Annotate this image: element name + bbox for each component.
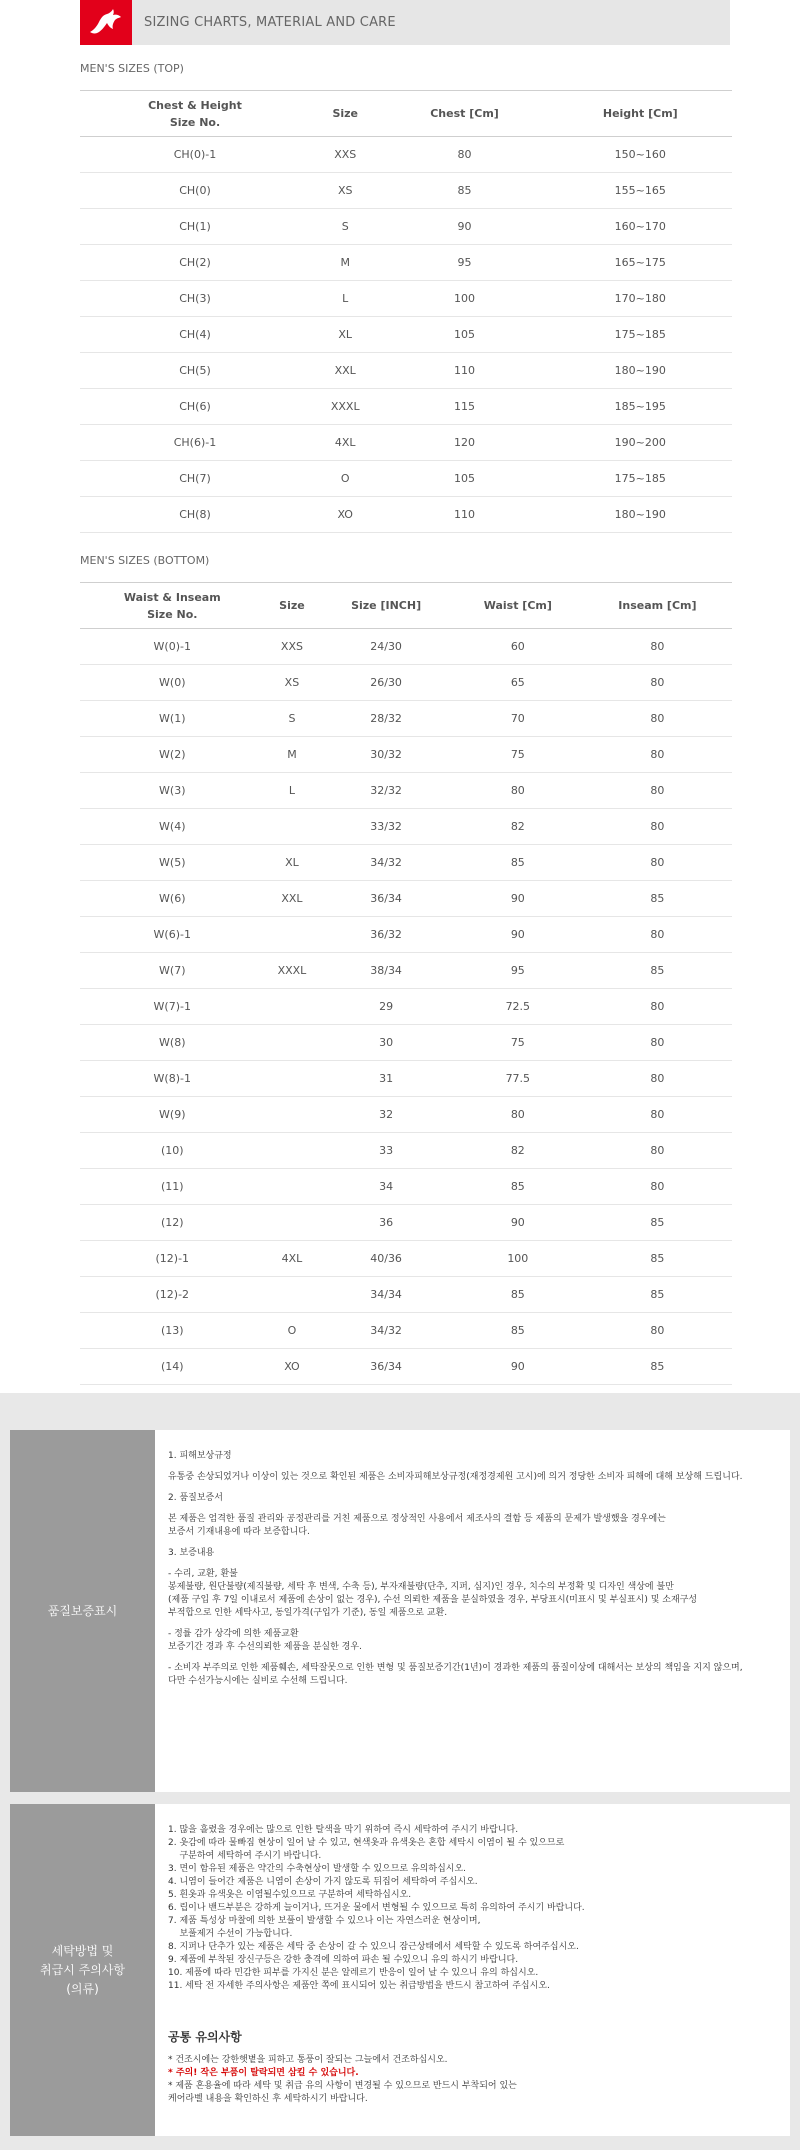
care-text-line: 9. 제품에 부착된 장신구등은 강한 충격에 의하여 파손 될 수있으니 유의 하시기 바랍니다. bbox=[168, 1955, 519, 1965]
table-cell: (12)-2 bbox=[80, 1277, 265, 1313]
table-cell: CH(0) bbox=[80, 173, 310, 209]
table-cell: 82 bbox=[453, 809, 583, 845]
table-cell: 90 bbox=[453, 917, 583, 953]
table-row bbox=[80, 425, 732, 461]
table-cell: XL bbox=[265, 845, 320, 881]
table-cell: 80 bbox=[583, 1025, 732, 1061]
page-header bbox=[80, 0, 730, 45]
table-cell: 26/30 bbox=[319, 665, 453, 701]
care-text-line: 7. 제품 특성상 마찰에 의한 보풀이 발생할 수 있으나 이는 자연스러운 현상이며, bbox=[168, 1916, 481, 1926]
table-cell: 85 bbox=[453, 1277, 583, 1313]
table-cell: 175~185 bbox=[549, 317, 732, 353]
table-cell: 80 bbox=[583, 773, 732, 809]
table-row bbox=[80, 1277, 732, 1313]
table-cell: 70 bbox=[453, 701, 583, 737]
table-cell: 80 bbox=[583, 845, 732, 881]
table-cell: 30/32 bbox=[319, 737, 453, 773]
table-cell: 34/32 bbox=[319, 1313, 453, 1349]
table-cell bbox=[265, 1169, 320, 1205]
table-cell: 4XL bbox=[310, 425, 380, 461]
table-cell bbox=[265, 809, 320, 845]
table-cell: W(7) bbox=[80, 953, 265, 989]
table-cell bbox=[265, 1277, 320, 1313]
table-cell: XXL bbox=[310, 353, 380, 389]
table-cell: 150~160 bbox=[549, 137, 732, 173]
care-text-line: 구분하여 세탁하여 주시기 바랍니다. bbox=[168, 1851, 322, 1861]
table-cell: 100 bbox=[380, 281, 548, 317]
table-cell: 28/32 bbox=[319, 701, 453, 737]
table-cell: W(2) bbox=[80, 737, 265, 773]
care-text-line: 보풀제거 수선이 가능합니다. bbox=[168, 1929, 293, 1939]
table-cell: 77.5 bbox=[453, 1061, 583, 1097]
care-text-line: 6. 립이나 밴드부분은 강하게 늘이거나, 뜨거운 물에서 변형될 수 있으므로 특히 유의하여 주시기 바랍니다. bbox=[168, 1903, 585, 1913]
table-cell: 82 bbox=[453, 1133, 583, 1169]
table-cell: XXXL bbox=[310, 389, 380, 425]
table-cell bbox=[265, 1205, 320, 1241]
table-row bbox=[80, 845, 732, 881]
table-cell: 33/32 bbox=[319, 809, 453, 845]
quality-text-line: 1. 피해보상규정 bbox=[168, 1451, 232, 1461]
quality-text-line: 3. 보증내용 bbox=[168, 1548, 215, 1558]
table-cell: 36/34 bbox=[319, 1349, 453, 1385]
column-header: Size bbox=[265, 583, 320, 629]
table-cell: 80 bbox=[583, 1169, 732, 1205]
care-text-line: 11. 세탁 전 자세한 주의사항은 제품안 쪽에 표시되어 있는 취급방법을 반드시 참고하여 주십시오. bbox=[168, 1981, 550, 1991]
common-notes-list bbox=[168, 2054, 782, 2106]
table-cell: (10) bbox=[80, 1133, 265, 1169]
common-text-line: * 제품 혼용율에 따라 세탁 및 취급 유의 사항이 변경될 수 있으므로 반드시 부착되어 있는 bbox=[168, 2081, 517, 2091]
table-row bbox=[80, 461, 732, 497]
care-text-line: 3. 면이 함유된 제품은 약간의 수축현상이 발생할 수 있으므로 유의하십시오. bbox=[168, 1864, 467, 1874]
table-row bbox=[80, 1097, 732, 1133]
column-header: Waist [Cm] bbox=[453, 583, 583, 629]
table-row bbox=[80, 1061, 732, 1097]
table-cell: 110 bbox=[380, 353, 548, 389]
table-cell: W(0) bbox=[80, 665, 265, 701]
table-cell: 100 bbox=[453, 1241, 583, 1277]
table-cell: 95 bbox=[453, 953, 583, 989]
table-cell: (12) bbox=[80, 1205, 265, 1241]
table-cell: 75 bbox=[453, 1025, 583, 1061]
table-row bbox=[80, 953, 732, 989]
table-row bbox=[80, 989, 732, 1025]
top-sizes-title: MEN'S SIZES (TOP) bbox=[80, 62, 184, 75]
column-header: Waist & Inseam Size No. bbox=[80, 583, 265, 629]
table-cell: 34 bbox=[319, 1169, 453, 1205]
table-cell: W(5) bbox=[80, 845, 265, 881]
table-cell: XXS bbox=[310, 137, 380, 173]
quality-guarantee-label: 품질보증표시 bbox=[10, 1430, 155, 1792]
table-cell bbox=[265, 1025, 320, 1061]
table-cell: 120 bbox=[380, 425, 548, 461]
table-row bbox=[80, 1349, 732, 1385]
table-cell: (11) bbox=[80, 1169, 265, 1205]
quality-text-line: - 소비자 부주의로 인한 제품훼손, 세탁잘못으로 인한 변형 및 품질보증기간(1년)이 경과한 제품의 품질이상에 대해서는 보상의 책임을 지지 않으며, bbox=[168, 1663, 743, 1673]
table-cell: XS bbox=[265, 665, 320, 701]
table-cell: XXS bbox=[265, 629, 320, 665]
table-row bbox=[80, 1169, 732, 1205]
quality-text-line: 부적합으로 인한 세탁사고, 동일가격(구입가 기준), 동일 제품으로 교환. bbox=[168, 1608, 448, 1618]
table-cell: 180~190 bbox=[549, 353, 732, 389]
quality-text-line: 유통중 손상되었거나 이상이 있는 것으로 확인된 제품은 소비자피해보상규정(재정경제원 고시)에 의거 정당한 소비자 피해에 대해 보상해 드립니다. bbox=[168, 1472, 743, 1482]
table-cell: CH(2) bbox=[80, 245, 310, 281]
quality-text-line: (제품 구입 후 7일 이내로서 제품에 손상이 없는 경우), 수선 의뢰한 제품을 분실하였을 경우, 부당표시(미표시 및 부실표시) 및 소재구성 bbox=[168, 1595, 698, 1605]
table-header-row bbox=[80, 91, 732, 137]
table-row bbox=[80, 881, 732, 917]
table-cell: CH(1) bbox=[80, 209, 310, 245]
table-cell: 85 bbox=[453, 1169, 583, 1205]
column-header: Chest & Height Size No. bbox=[80, 91, 310, 137]
care-instructions-content bbox=[168, 1824, 782, 1993]
table-row bbox=[80, 173, 732, 209]
table-cell: W(4) bbox=[80, 809, 265, 845]
quality-text-line: 보증기간 경과 후 수선의뢰한 제품을 분실한 경우. bbox=[168, 1642, 362, 1652]
table-cell: 80 bbox=[453, 1097, 583, 1133]
table-cell: 90 bbox=[453, 1349, 583, 1385]
table-cell: 90 bbox=[453, 1205, 583, 1241]
table-cell bbox=[265, 1061, 320, 1097]
table-row bbox=[80, 629, 732, 665]
table-cell: W(7)-1 bbox=[80, 989, 265, 1025]
table-cell: 110 bbox=[380, 497, 548, 533]
table-row bbox=[80, 497, 732, 533]
table-row bbox=[80, 209, 732, 245]
column-header: Size [INCH] bbox=[319, 583, 453, 629]
table-cell: 185~195 bbox=[549, 389, 732, 425]
table-cell: 75 bbox=[453, 737, 583, 773]
table-cell: S bbox=[265, 701, 320, 737]
table-cell: 36/32 bbox=[319, 917, 453, 953]
table-cell: 105 bbox=[380, 461, 548, 497]
table-row bbox=[80, 353, 732, 389]
table-cell: W(8)-1 bbox=[80, 1061, 265, 1097]
column-header: Chest [Cm] bbox=[380, 91, 548, 137]
table-cell: 4XL bbox=[265, 1241, 320, 1277]
table-cell: CH(7) bbox=[80, 461, 310, 497]
quality-text-line: 다만 수선가능시에는 실비로 수선해 드립니다. bbox=[168, 1676, 348, 1686]
table-cell: 95 bbox=[380, 245, 548, 281]
column-header: Size bbox=[310, 91, 380, 137]
table-cell: 36 bbox=[319, 1205, 453, 1241]
table-cell: W(0)-1 bbox=[80, 629, 265, 665]
table-row bbox=[80, 137, 732, 173]
table-cell: M bbox=[265, 737, 320, 773]
table-cell: 80 bbox=[583, 1097, 732, 1133]
table-cell: L bbox=[310, 281, 380, 317]
table-cell: 80 bbox=[583, 737, 732, 773]
quality-text-line: 본 제품은 엄격한 품질 관리와 공정관리를 거친 제품으로 정상적인 사용에서 제조사의 결함 등 제품의 문제가 발생했을 경우에는 bbox=[168, 1514, 666, 1524]
table-cell: 80 bbox=[583, 1133, 732, 1169]
table-cell: 24/30 bbox=[319, 629, 453, 665]
table-cell: 80 bbox=[583, 917, 732, 953]
table-cell: CH(6)-1 bbox=[80, 425, 310, 461]
table-cell: 85 bbox=[583, 1349, 732, 1385]
table-cell: M bbox=[310, 245, 380, 281]
table-cell: 33 bbox=[319, 1133, 453, 1169]
table-row bbox=[80, 1241, 732, 1277]
table-cell: 34/32 bbox=[319, 845, 453, 881]
table-cell: O bbox=[310, 461, 380, 497]
table-cell: L bbox=[265, 773, 320, 809]
table-cell: W(6)-1 bbox=[80, 917, 265, 953]
table-cell: 90 bbox=[453, 881, 583, 917]
table-cell: 165~175 bbox=[549, 245, 732, 281]
table-cell: CH(3) bbox=[80, 281, 310, 317]
table-cell: XO bbox=[310, 497, 380, 533]
quality-guarantee-box bbox=[10, 1430, 790, 1792]
table-row bbox=[80, 737, 732, 773]
table-cell: 31 bbox=[319, 1061, 453, 1097]
table-cell: 155~165 bbox=[549, 173, 732, 209]
table-cell: 38/34 bbox=[319, 953, 453, 989]
care-text-line: 1. 많을 흘렸을 경우에는 많으로 인한 탈색을 막기 위하여 즉시 세탁하여 주시기 바랍니다. bbox=[168, 1825, 519, 1835]
table-cell: W(6) bbox=[80, 881, 265, 917]
table-cell: 105 bbox=[380, 317, 548, 353]
table-cell: 80 bbox=[583, 1313, 732, 1349]
care-text-line: 2. 옷감에 따라 물빠짐 현상이 일어 날 수 있고, 현색옷과 유색옷은 혼합 세탁시 이염이 될 수 있으므로 bbox=[168, 1838, 565, 1848]
table-cell: S bbox=[310, 209, 380, 245]
table-cell: 32 bbox=[319, 1097, 453, 1133]
table-cell: 190~200 bbox=[549, 425, 732, 461]
bottom-sizes-title: MEN'S SIZES (BOTTOM) bbox=[80, 554, 210, 567]
table-row bbox=[80, 809, 732, 845]
common-text-line: 케어라벨 내용을 확인하신 후 세탁하시기 바랍니다. bbox=[168, 2094, 368, 2104]
table-row bbox=[80, 281, 732, 317]
table-cell: 85 bbox=[583, 881, 732, 917]
table-cell: 80 bbox=[583, 809, 732, 845]
table-cell: 40/36 bbox=[319, 1241, 453, 1277]
table-row bbox=[80, 245, 732, 281]
table-cell: CH(5) bbox=[80, 353, 310, 389]
table-cell: 80 bbox=[583, 629, 732, 665]
table-cell: (12)-1 bbox=[80, 1241, 265, 1277]
table-cell: 72.5 bbox=[453, 989, 583, 1025]
table-cell: 85 bbox=[583, 1205, 732, 1241]
table-cell: 80 bbox=[583, 701, 732, 737]
puma-cat-icon bbox=[88, 8, 124, 38]
table-cell: 36/34 bbox=[319, 881, 453, 917]
table-cell: 29 bbox=[319, 989, 453, 1025]
table-cell: W(8) bbox=[80, 1025, 265, 1061]
table-cell: 85 bbox=[453, 1313, 583, 1349]
table-cell: W(3) bbox=[80, 773, 265, 809]
table-row bbox=[80, 1205, 732, 1241]
table-row bbox=[80, 1025, 732, 1061]
table-cell: 80 bbox=[453, 773, 583, 809]
common-notes bbox=[168, 2031, 782, 2106]
care-text-line: 8. 지퍼나 단추가 있는 제품은 세탁 중 손상이 갈 수 있으니 잠근상태에서 세탁할 수 있도록 하여주십시오. bbox=[168, 1942, 579, 1952]
table-cell: 160~170 bbox=[549, 209, 732, 245]
quality-text-line: - 정률 감가 상각에 의한 제품교환 bbox=[168, 1629, 299, 1639]
care-text-line: 10. 제품에 따라 민감한 피부를 가지신 분은 알레르기 반응이 일어 날 수 있으니 유의 하십시오. bbox=[168, 1968, 539, 1978]
table-cell: 32/32 bbox=[319, 773, 453, 809]
table-cell: XS bbox=[310, 173, 380, 209]
table-cell: XXL bbox=[265, 881, 320, 917]
table-cell: 65 bbox=[453, 665, 583, 701]
care-text-line: 4. 니염이 들어간 제품은 니염이 손상이 가지 않도록 뒤집어 세탁하여 주십시오. bbox=[168, 1877, 478, 1887]
table-cell bbox=[265, 989, 320, 1025]
table-cell: 80 bbox=[380, 137, 548, 173]
table-cell: CH(8) bbox=[80, 497, 310, 533]
table-cell: XO bbox=[265, 1349, 320, 1385]
brand-logo bbox=[80, 0, 132, 45]
table-cell: 60 bbox=[453, 629, 583, 665]
table-cell: 80 bbox=[583, 989, 732, 1025]
top-size-table bbox=[80, 90, 732, 533]
table-row bbox=[80, 701, 732, 737]
table-row bbox=[80, 317, 732, 353]
care-info-section bbox=[0, 1393, 800, 2150]
table-cell: XL bbox=[310, 317, 380, 353]
table-cell: W(9) bbox=[80, 1097, 265, 1133]
table-row bbox=[80, 917, 732, 953]
quality-text-line: 봉제불량, 원단불량(제직불량, 세탁 후 변색, 수축 등), 부자재불량(단추, 지퍼, 심지)인 경우, 치수의 부정확 및 디자인 색상에 불만 bbox=[168, 1582, 674, 1592]
table-cell: 85 bbox=[453, 845, 583, 881]
common-text-line: * 건조시에는 강한햇볕을 피하고 통풍이 잘되는 그늘에서 건조하십시오. bbox=[168, 2055, 448, 2065]
table-cell: XXXL bbox=[265, 953, 320, 989]
table-cell: 85 bbox=[380, 173, 548, 209]
bottom-size-table bbox=[80, 582, 732, 1385]
page-title: SIZING CHARTS, MATERIAL AND CARE bbox=[144, 15, 396, 30]
table-cell: 30 bbox=[319, 1025, 453, 1061]
table-cell: 34/34 bbox=[319, 1277, 453, 1313]
care-instructions-label: 세탁방법 및 취급시 주의사항 (의류) bbox=[10, 1804, 155, 2136]
table-cell: CH(6) bbox=[80, 389, 310, 425]
table-cell: 85 bbox=[583, 1241, 732, 1277]
table-cell: CH(0)-1 bbox=[80, 137, 310, 173]
table-cell: 90 bbox=[380, 209, 548, 245]
table-row bbox=[80, 1133, 732, 1169]
table-cell: O bbox=[265, 1313, 320, 1349]
table-row bbox=[80, 773, 732, 809]
warning-text-line: * 주의! 작은 부품이 탈락되면 삼킬 수 있습니다. bbox=[168, 2068, 359, 2078]
quality-guarantee-content bbox=[168, 1450, 782, 1688]
table-cell: 115 bbox=[380, 389, 548, 425]
common-notes-title: 공통 유의사항 bbox=[168, 2030, 242, 2044]
table-row bbox=[80, 389, 732, 425]
table-cell bbox=[265, 917, 320, 953]
table-row bbox=[80, 665, 732, 701]
table-row bbox=[80, 1313, 732, 1349]
column-header: Height [Cm] bbox=[549, 91, 732, 137]
column-header: Inseam [Cm] bbox=[583, 583, 732, 629]
table-cell: W(1) bbox=[80, 701, 265, 737]
table-cell: (14) bbox=[80, 1349, 265, 1385]
quality-text-line: 2. 품질보증서 bbox=[168, 1493, 223, 1503]
quality-text-line: 보증서 기재내용에 따라 보증합니다. bbox=[168, 1527, 310, 1537]
table-cell: CH(4) bbox=[80, 317, 310, 353]
table-cell: (13) bbox=[80, 1313, 265, 1349]
table-cell: 85 bbox=[583, 1277, 732, 1313]
care-text-line: 5. 흰옷과 유색옷은 이염될수있으므로 구분하여 세탁하십시오. bbox=[168, 1890, 412, 1900]
table-cell: 175~185 bbox=[549, 461, 732, 497]
table-cell: 85 bbox=[583, 953, 732, 989]
table-header-row bbox=[80, 583, 732, 629]
table-cell: 80 bbox=[583, 1061, 732, 1097]
care-instructions-box bbox=[10, 1804, 790, 2136]
table-cell bbox=[265, 1133, 320, 1169]
table-cell: 80 bbox=[583, 665, 732, 701]
table-cell: 170~180 bbox=[549, 281, 732, 317]
quality-text-line: - 수리, 교환, 환불 bbox=[168, 1569, 238, 1579]
table-cell bbox=[265, 1097, 320, 1133]
table-cell: 180~190 bbox=[549, 497, 732, 533]
